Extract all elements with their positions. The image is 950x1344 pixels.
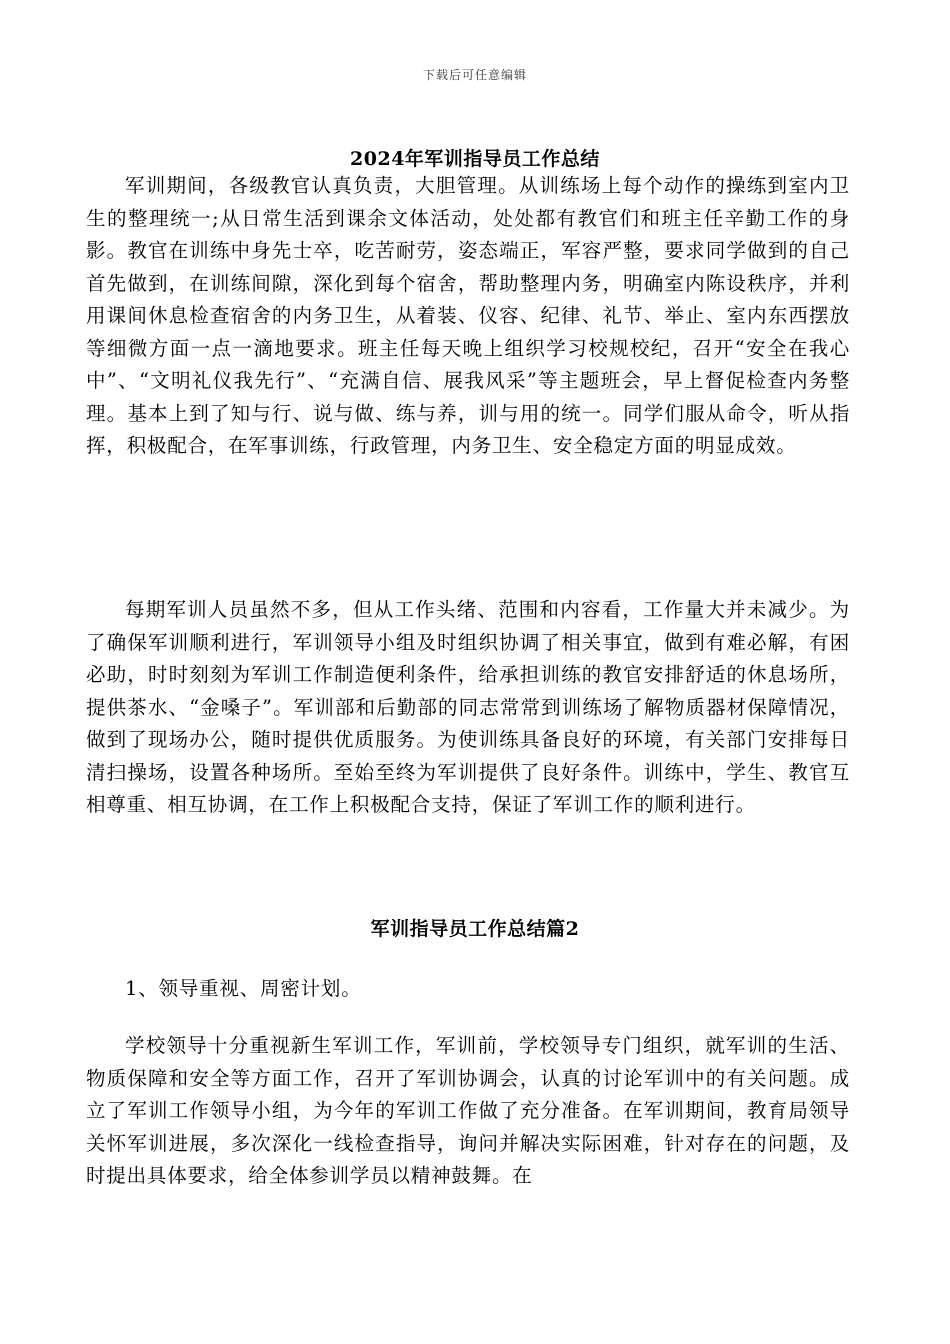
paragraph-2: 每期军训人员虽然不多，但从工作头绪、范围和内容看，工作量大并未减少。为了确保军训顺利进行，军训领导小组及时组织协调了相关事宜，做到有难必解，有困必助，时时刻刻为军训工作制造便利条件，给承担训练的教官安排舒适的休息场所，提供茶水、“金嗓子”。军训部和后勤部的同志常常到训练场了解物质器材保障情况，做到了现场办公，随时提供优质服务。为使训练具备良好的环境，有关部门安排每日清扫操场，设置各种场所。至始至终为军训提供了良好条件。训练中，学生、教官互相尊重、相互协调，在工作上积极配合支持，保证了军训工作的顺利进行。 (86, 598, 850, 816)
section-2-item-1: 1、领导重视、周密计划。 (125, 977, 362, 1000)
document-title: 2024年军训指导员工作总结 (350, 148, 600, 170)
header-note: 下载后可任意编辑 (422, 68, 527, 82)
section-2-paragraph: 学校领导十分重视新生军训工作，军训前，学校领导专门组织，就军训的生活、物质保障和安全等方面工作，召开了军训协调会，认真的讨论军训中的有关问题。成立了军训工作领导小组，为今年的军训工作做了充分准备。在军训期间，教育局领导关怀军训进展，多次深化一线检查指导，询问并解决实际困难，针对存在的问题，及时提出具体要求，给全体参训学员以精神鼓舞。在 (86, 1034, 850, 1187)
paragraph-1: 军训期间，各级教官认真负责，大胆管理。从训练场上每个动作的操练到室内卫生的整理统一;从日常生活到课余文体活动，处处都有教官们和班主任辛勤工作的身影。教官在训练中身先士卒，吃苦耐劳，姿态端正，军容严整，要求同学做到的自己首先做到，在训练间隙，深化到每个宿舍，帮助整理内务，明确室内陈设秩序，并利用课间休息检查宿舍的内务卫生，从着装、仪容、纪律、礼节、举止、室内东西摆放等细微方面一点一滴地要求。班主任每天晚上组织学习校规校纪，召开“安全在我心中”、“文明礼仪我先行”、“充满自信、展我风采”等主题班会，早上督促检查内务整理。基本上到了知与行、说与做、练与养，训与用的统一。同学们服从命令，听从指挥，积极配合，在军事训练，行政管理，内务卫生、安全稳定方面的明显成效。 (86, 174, 850, 457)
section-2-title: 军训指导员工作总结篇2 (370, 918, 580, 940)
